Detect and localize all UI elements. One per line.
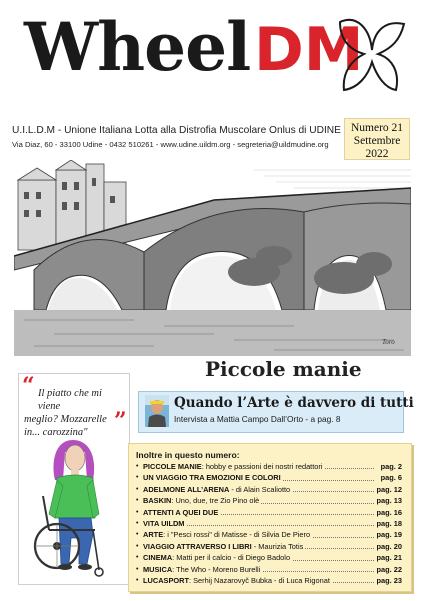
contents-item-page: pag. 19 <box>376 530 402 540</box>
bullet-icon: • <box>136 542 139 550</box>
bullet-icon: • <box>136 463 139 470</box>
logo-wheel-text: Wheel <box>24 8 251 86</box>
contents-item-title: ADELMONE ALL’ARENA <box>143 484 230 494</box>
contents-item <box>136 575 402 586</box>
contents-item-page: pag. 20 <box>376 541 402 551</box>
contents-item-page: pag. 23 <box>376 575 402 585</box>
contents-item-title: ARTE <box>143 530 164 540</box>
contents-item-detail: : hobby e passioni dei nostri redattori <box>201 462 323 471</box>
bullet-icon: • <box>136 497 139 505</box>
contents-item-title: VITA UILDM <box>143 518 185 528</box>
interviewee-photo <box>145 395 169 427</box>
quote-close-mark: ” <box>114 408 127 434</box>
contents-item-title: ATTENTI A QUEI DUE <box>143 507 219 517</box>
contents-item-page: pag. 16 <box>376 507 402 517</box>
issue-info-box <box>344 118 410 160</box>
bullet-icon: • <box>136 485 139 493</box>
bullet-icon: • <box>136 519 139 527</box>
feature-title: Quando l’Arte è davvero di tutti <box>174 395 414 411</box>
contents-item-page: pag. 22 <box>376 564 402 574</box>
contents-item-title: LUCASPORT <box>143 575 189 585</box>
contents-item <box>136 507 402 518</box>
contents-item <box>136 472 402 483</box>
cover-illustration <box>14 160 411 356</box>
wheelchair-user-illustration <box>33 434 115 580</box>
bullet-icon: • <box>136 474 139 482</box>
contents-item <box>136 564 402 575</box>
contents-item <box>136 495 402 506</box>
bullet-icon: • <box>136 531 139 539</box>
issue-month: Settembre <box>353 135 401 147</box>
contents-list <box>136 461 402 586</box>
bullet-icon: • <box>136 576 139 584</box>
quote-line-1: Il piatto che mi viene <box>38 388 102 412</box>
contents-item-page: pag. 18 <box>376 518 402 528</box>
contents-item <box>136 552 402 563</box>
quote-line-2: meglio? Mozzarelle <box>24 414 107 425</box>
contents-item-title: CINEMA <box>143 553 173 563</box>
contents-item-detail: : Matti per il calcio - di Diego Badolo <box>172 553 291 563</box>
contents-heading: Inoltre in questo numero: <box>136 450 240 460</box>
contents-item-title: VIAGGIO ATTRAVERSO I LIBRI <box>143 541 252 551</box>
illustration-signature: Toro <box>382 338 395 346</box>
contents-item-title: BASKIN <box>143 496 172 506</box>
contents-item-detail: : The Who - Moreno Burelli <box>172 564 261 574</box>
contents-item-page: pag. 6 <box>380 473 402 483</box>
bullet-icon: • <box>136 565 139 573</box>
issue-year: 2022 <box>365 148 389 160</box>
contents-item <box>136 484 402 495</box>
quote-text <box>24 387 114 439</box>
feature-subtitle: Intervista a Mattia Campo Dall’Orto - a pag. 8 <box>174 414 341 424</box>
bullet-icon: • <box>136 508 139 516</box>
contents-item-title: MUSICA <box>143 564 173 574</box>
contents-item-detail: - Maurizia Totis <box>251 541 304 551</box>
contents-item-title: PICCOLE MANIE <box>143 462 202 471</box>
contents-item-page: pag. 13 <box>376 496 402 506</box>
butterfly-icon <box>330 10 412 100</box>
organization-name: U.I.L.D.M - Unione Italiana Lotta alla Distrofia Muscolare Onlus di UDINE <box>12 125 341 136</box>
quote-open-mark: “ <box>22 373 35 399</box>
logo-dm-text: DM <box>254 15 364 85</box>
contents-item-page: pag. 12 <box>376 484 402 494</box>
contents-item-detail: : Uno, due, tre Zio Pino olè <box>171 496 260 506</box>
contents-item <box>136 529 402 540</box>
contents-item-detail: : i "Pesci rossi" di Matisse - di Silvia De Piero <box>163 530 311 540</box>
quote-line-3: in... carozzina" <box>24 427 88 438</box>
contents-item-title: UN VIAGGIO TRA EMOZIONI E COLORI <box>143 473 281 483</box>
contents-item <box>136 461 402 472</box>
contents-item-page: pag. 21 <box>376 553 402 563</box>
main-title: Piccole manie <box>205 357 362 381</box>
bullet-icon: • <box>136 554 139 562</box>
contact-info: Via Diaz, 60 - 33100 Udine - 0432 510261 - www.udine.uildm.org - segreteria@uildmudine.org <box>12 140 329 149</box>
issue-number: Numero 21 <box>350 122 404 134</box>
contents-item-detail: : Serhij Nazarovyč Bubka - di Luca Rigonat <box>189 575 330 585</box>
contents-item-detail: - di Alain Scaliotto <box>229 484 291 494</box>
contents-item <box>136 518 402 529</box>
contents-item-page: pag. 2 <box>380 462 402 471</box>
contents-item <box>136 541 402 552</box>
